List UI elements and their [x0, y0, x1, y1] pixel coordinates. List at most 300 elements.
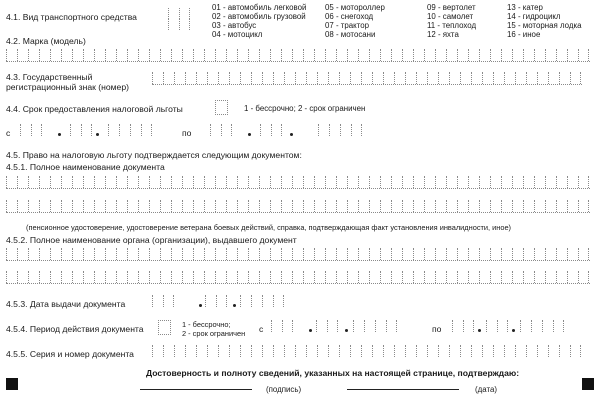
char-cell[interactable] [215, 176, 226, 188]
char-cell[interactable] [259, 176, 270, 188]
char-cell[interactable] [61, 271, 72, 283]
char-cell[interactable] [336, 248, 347, 260]
char-cell[interactable] [83, 248, 94, 260]
char-cell[interactable] [369, 49, 380, 61]
char-cell[interactable] [149, 200, 160, 212]
char-cell[interactable] [185, 345, 196, 357]
char-cell[interactable] [94, 248, 105, 260]
char-cell[interactable] [152, 72, 163, 84]
char-cell[interactable] [39, 271, 50, 283]
char-cell[interactable] [193, 271, 204, 283]
char-cell[interactable] [72, 176, 83, 188]
char-cell[interactable] [182, 200, 193, 212]
char-cell[interactable] [61, 248, 72, 260]
char-cell[interactable] [325, 200, 336, 212]
char-cell[interactable] [182, 176, 193, 188]
char-cell[interactable] [416, 345, 427, 357]
char-cell[interactable] [351, 124, 362, 136]
benefit-to-month[interactable] [260, 124, 282, 136]
char-cell[interactable] [548, 72, 559, 84]
char-cell[interactable] [28, 248, 39, 260]
char-cell[interactable] [394, 72, 405, 84]
char-cell[interactable] [83, 200, 94, 212]
char-cell[interactable] [303, 248, 314, 260]
char-cell[interactable] [303, 176, 314, 188]
char-cell[interactable] [567, 176, 578, 188]
char-cell[interactable] [512, 200, 523, 212]
char-cell[interactable] [182, 271, 193, 283]
char-cell[interactable] [226, 248, 237, 260]
char-cell[interactable] [240, 345, 251, 357]
char-cell[interactable] [545, 176, 556, 188]
char-cell[interactable] [578, 200, 589, 212]
char-cell[interactable] [394, 345, 405, 357]
document-series-number-input[interactable] [152, 345, 581, 357]
char-cell[interactable] [204, 200, 215, 212]
char-cell[interactable] [364, 320, 375, 332]
char-cell[interactable] [105, 271, 116, 283]
char-cell[interactable] [339, 72, 350, 84]
char-cell[interactable] [72, 200, 83, 212]
char-cell[interactable] [515, 72, 526, 84]
char-cell[interactable] [141, 124, 152, 136]
char-cell[interactable] [336, 200, 347, 212]
char-cell[interactable] [174, 345, 185, 357]
char-cell[interactable] [108, 124, 119, 136]
char-cell[interactable] [259, 271, 270, 283]
char-cell[interactable] [237, 49, 248, 61]
char-cell[interactable] [152, 345, 163, 357]
char-cell[interactable] [523, 248, 534, 260]
char-cell[interactable] [391, 271, 402, 283]
char-cell[interactable] [347, 200, 358, 212]
char-cell[interactable] [240, 72, 251, 84]
char-cell[interactable] [216, 295, 227, 307]
char-cell[interactable] [31, 124, 42, 136]
char-cell[interactable] [6, 271, 17, 283]
char-cell[interactable] [435, 200, 446, 212]
char-cell[interactable] [39, 49, 50, 61]
char-cell[interactable] [138, 49, 149, 61]
char-cell[interactable] [160, 176, 171, 188]
char-cell[interactable] [262, 345, 273, 357]
issue-date-day[interactable] [152, 295, 174, 307]
char-cell[interactable] [314, 248, 325, 260]
char-cell[interactable] [207, 345, 218, 357]
char-cell[interactable] [193, 49, 204, 61]
char-cell[interactable] [182, 248, 193, 260]
char-cell[interactable] [504, 345, 515, 357]
char-cell[interactable] [435, 248, 446, 260]
char-cell[interactable] [347, 271, 358, 283]
char-cell[interactable] [116, 248, 127, 260]
char-cell[interactable] [262, 72, 273, 84]
vehicle-type-input[interactable] [168, 8, 190, 19]
char-cell[interactable] [567, 271, 578, 283]
char-cell[interactable] [273, 295, 284, 307]
char-cell[interactable] [317, 345, 328, 357]
char-cell[interactable] [424, 271, 435, 283]
char-cell[interactable] [127, 271, 138, 283]
char-cell[interactable] [353, 320, 364, 332]
char-cell[interactable] [325, 271, 336, 283]
char-cell[interactable] [270, 49, 281, 61]
char-cell[interactable] [17, 176, 28, 188]
char-cell[interactable] [468, 176, 479, 188]
char-cell[interactable] [438, 345, 449, 357]
char-cell[interactable] [405, 72, 416, 84]
char-cell[interactable] [336, 271, 347, 283]
char-cell[interactable] [149, 248, 160, 260]
char-cell[interactable] [350, 72, 361, 84]
char-cell[interactable] [83, 49, 94, 61]
char-cell[interactable] [226, 176, 237, 188]
char-cell[interactable] [531, 320, 542, 332]
char-cell[interactable] [292, 248, 303, 260]
char-cell[interactable] [471, 72, 482, 84]
char-cell[interactable] [523, 200, 534, 212]
char-cell[interactable] [149, 176, 160, 188]
char-cell[interactable] [50, 200, 61, 212]
char-cell[interactable] [94, 176, 105, 188]
char-cell[interactable] [504, 72, 515, 84]
char-cell[interactable] [226, 200, 237, 212]
char-cell[interactable] [282, 320, 293, 332]
char-cell[interactable] [94, 200, 105, 212]
char-cell[interactable] [83, 271, 94, 283]
char-cell[interactable] [380, 200, 391, 212]
char-cell[interactable] [553, 320, 564, 332]
issue-date-month[interactable] [205, 295, 227, 307]
char-cell[interactable] [380, 271, 391, 283]
char-cell[interactable] [105, 248, 116, 260]
char-cell[interactable] [229, 345, 240, 357]
char-cell[interactable] [72, 248, 83, 260]
char-cell[interactable] [358, 49, 369, 61]
char-cell[interactable] [567, 248, 578, 260]
char-cell[interactable] [215, 200, 226, 212]
char-cell[interactable] [482, 345, 493, 357]
char-cell[interactable] [251, 295, 262, 307]
char-cell[interactable] [292, 200, 303, 212]
char-cell[interactable] [127, 49, 138, 61]
char-cell[interactable] [512, 248, 523, 260]
char-cell[interactable] [347, 49, 358, 61]
char-cell[interactable] [193, 248, 204, 260]
char-cell[interactable] [303, 271, 314, 283]
char-cell[interactable] [185, 72, 196, 84]
char-cell[interactable] [372, 72, 383, 84]
char-cell[interactable] [413, 271, 424, 283]
char-cell[interactable] [386, 320, 397, 332]
char-cell[interactable] [196, 345, 207, 357]
char-cell[interactable] [347, 176, 358, 188]
char-cell[interactable] [325, 248, 336, 260]
char-cell[interactable] [327, 320, 338, 332]
char-cell[interactable] [226, 271, 237, 283]
char-cell[interactable] [196, 72, 207, 84]
char-cell[interactable] [50, 248, 61, 260]
char-cell[interactable] [424, 49, 435, 61]
char-cell[interactable] [446, 248, 457, 260]
char-cell[interactable] [94, 49, 105, 61]
char-cell[interactable] [490, 176, 501, 188]
char-cell[interactable] [501, 49, 512, 61]
char-cell[interactable] [306, 345, 317, 357]
char-cell[interactable] [94, 271, 105, 283]
char-cell[interactable] [493, 345, 504, 357]
char-cell[interactable] [493, 72, 504, 84]
char-cell[interactable] [427, 72, 438, 84]
char-cell[interactable] [468, 200, 479, 212]
char-cell[interactable] [284, 72, 295, 84]
char-cell[interactable] [6, 49, 17, 61]
char-cell[interactable] [435, 176, 446, 188]
char-cell[interactable] [127, 200, 138, 212]
char-cell[interactable] [361, 345, 372, 357]
char-cell[interactable] [28, 176, 39, 188]
char-cell[interactable] [273, 345, 284, 357]
char-cell[interactable] [215, 49, 226, 61]
char-cell[interactable] [556, 49, 567, 61]
char-cell[interactable] [383, 72, 394, 84]
char-cell[interactable] [424, 176, 435, 188]
char-cell[interactable] [105, 49, 116, 61]
document-from-day[interactable] [271, 320, 293, 332]
char-cell[interactable] [237, 248, 248, 260]
char-cell[interactable] [520, 320, 531, 332]
char-cell[interactable] [457, 248, 468, 260]
char-cell[interactable] [497, 320, 508, 332]
char-cell[interactable] [204, 248, 215, 260]
char-cell[interactable] [545, 248, 556, 260]
char-cell[interactable] [215, 271, 226, 283]
char-cell[interactable] [270, 271, 281, 283]
char-cell[interactable] [556, 271, 567, 283]
char-cell[interactable] [39, 248, 50, 260]
char-cell[interactable] [339, 345, 350, 357]
char-cell[interactable] [446, 271, 457, 283]
char-cell[interactable] [204, 271, 215, 283]
char-cell[interactable] [240, 295, 251, 307]
char-cell[interactable] [468, 49, 479, 61]
char-cell[interactable] [534, 49, 545, 61]
char-cell[interactable] [340, 124, 351, 136]
char-cell[interactable] [171, 49, 182, 61]
char-cell[interactable] [50, 271, 61, 283]
char-cell[interactable] [336, 176, 347, 188]
char-cell[interactable] [358, 271, 369, 283]
issue-date-year[interactable] [240, 295, 284, 307]
char-cell[interactable] [512, 176, 523, 188]
benefit-from-month[interactable] [70, 124, 92, 136]
char-cell[interactable] [295, 72, 306, 84]
char-cell[interactable] [559, 72, 570, 84]
char-cell[interactable] [427, 345, 438, 357]
issuer-name-line-1[interactable] [6, 248, 589, 260]
char-cell[interactable] [479, 176, 490, 188]
char-cell[interactable] [295, 345, 306, 357]
char-cell[interactable] [284, 345, 295, 357]
char-cell[interactable] [306, 72, 317, 84]
char-cell[interactable] [292, 271, 303, 283]
char-cell[interactable] [402, 271, 413, 283]
document-to-month[interactable] [486, 320, 508, 332]
char-cell[interactable] [501, 271, 512, 283]
char-cell[interactable] [328, 345, 339, 357]
char-cell[interactable] [171, 200, 182, 212]
char-cell[interactable] [248, 271, 259, 283]
char-cell[interactable] [237, 200, 248, 212]
char-cell[interactable] [6, 248, 17, 260]
char-cell[interactable] [358, 200, 369, 212]
char-cell[interactable] [391, 200, 402, 212]
char-cell[interactable] [468, 271, 479, 283]
char-cell[interactable] [526, 72, 537, 84]
char-cell[interactable] [413, 200, 424, 212]
char-cell[interactable] [463, 320, 474, 332]
char-cell[interactable] [160, 49, 171, 61]
char-cell[interactable] [486, 320, 497, 332]
char-cell[interactable] [138, 271, 149, 283]
char-cell[interactable] [391, 49, 402, 61]
char-cell[interactable] [479, 49, 490, 61]
document-to-day[interactable] [452, 320, 474, 332]
char-cell[interactable] [413, 248, 424, 260]
char-cell[interactable] [328, 72, 339, 84]
char-cell[interactable] [17, 271, 28, 283]
char-cell[interactable] [138, 248, 149, 260]
char-cell[interactable] [39, 176, 50, 188]
char-cell[interactable] [537, 345, 548, 357]
char-cell[interactable] [435, 49, 446, 61]
char-cell[interactable] [369, 271, 380, 283]
benefit-term-code-input[interactable] [215, 100, 228, 115]
char-cell[interactable] [171, 271, 182, 283]
char-cell[interactable] [160, 271, 171, 283]
char-cell[interactable] [163, 295, 174, 307]
brand-model-input[interactable] [6, 49, 589, 61]
char-cell[interactable] [402, 176, 413, 188]
char-cell[interactable] [273, 72, 284, 84]
char-cell[interactable] [501, 248, 512, 260]
char-cell[interactable] [259, 200, 270, 212]
char-cell[interactable] [28, 49, 39, 61]
document-from-month[interactable] [316, 320, 338, 332]
char-cell[interactable] [515, 345, 526, 357]
char-cell[interactable] [556, 176, 567, 188]
char-cell[interactable] [446, 49, 457, 61]
char-cell[interactable] [72, 49, 83, 61]
char-cell[interactable] [479, 200, 490, 212]
char-cell[interactable] [457, 176, 468, 188]
char-cell[interactable] [270, 200, 281, 212]
char-cell[interactable] [218, 72, 229, 84]
char-cell[interactable] [138, 176, 149, 188]
char-cell[interactable] [39, 200, 50, 212]
char-cell[interactable] [556, 200, 567, 212]
char-cell[interactable] [526, 345, 537, 357]
char-cell[interactable] [438, 72, 449, 84]
char-cell[interactable] [567, 49, 578, 61]
char-cell[interactable] [281, 200, 292, 212]
char-cell[interactable] [271, 124, 282, 136]
registration-number-input[interactable] [152, 72, 581, 84]
char-cell[interactable] [138, 200, 149, 212]
char-cell[interactable] [545, 49, 556, 61]
char-cell[interactable] [570, 72, 581, 84]
char-cell[interactable] [358, 176, 369, 188]
char-cell[interactable] [416, 72, 427, 84]
char-cell[interactable] [160, 248, 171, 260]
char-cell[interactable] [281, 248, 292, 260]
char-cell[interactable] [160, 200, 171, 212]
char-cell[interactable] [20, 124, 31, 136]
char-cell[interactable] [460, 72, 471, 84]
char-cell[interactable] [251, 72, 262, 84]
char-cell[interactable] [424, 248, 435, 260]
char-cell[interactable] [542, 320, 553, 332]
char-cell[interactable] [361, 72, 372, 84]
char-cell[interactable] [248, 49, 259, 61]
char-cell[interactable] [28, 271, 39, 283]
char-cell[interactable] [271, 320, 282, 332]
char-cell[interactable] [204, 176, 215, 188]
vehicle-type-input-row2[interactable] [168, 19, 190, 30]
char-cell[interactable] [435, 271, 446, 283]
char-cell[interactable] [372, 345, 383, 357]
char-cell[interactable] [537, 72, 548, 84]
char-cell[interactable] [380, 49, 391, 61]
document-to-year[interactable] [520, 320, 564, 332]
char-cell[interactable] [336, 49, 347, 61]
char-cell[interactable] [149, 49, 160, 61]
char-cell[interactable] [413, 176, 424, 188]
char-cell[interactable] [534, 248, 545, 260]
char-cell[interactable] [490, 248, 501, 260]
char-cell[interactable] [358, 248, 369, 260]
char-cell[interactable] [380, 176, 391, 188]
char-cell[interactable] [61, 200, 72, 212]
char-cell[interactable] [207, 72, 218, 84]
char-cell[interactable] [281, 49, 292, 61]
char-cell[interactable] [61, 176, 72, 188]
char-cell[interactable] [369, 176, 380, 188]
char-cell[interactable] [534, 176, 545, 188]
char-cell[interactable] [72, 271, 83, 283]
char-cell[interactable] [248, 200, 259, 212]
char-cell[interactable] [314, 200, 325, 212]
char-cell[interactable] [116, 271, 127, 283]
char-cell[interactable] [375, 320, 386, 332]
char-cell[interactable] [482, 72, 493, 84]
char-cell[interactable] [171, 176, 182, 188]
char-cell[interactable] [6, 176, 17, 188]
char-cell[interactable] [218, 345, 229, 357]
char-cell[interactable] [402, 248, 413, 260]
char-cell[interactable] [534, 200, 545, 212]
issuer-name-line-2[interactable] [6, 271, 589, 283]
char-cell[interactable] [347, 248, 358, 260]
char-cell[interactable] [70, 124, 81, 136]
char-cell[interactable] [567, 200, 578, 212]
char-cell[interactable] [303, 49, 314, 61]
char-cell[interactable] [314, 271, 325, 283]
benefit-from-year[interactable] [108, 124, 152, 136]
char-cell[interactable] [127, 176, 138, 188]
char-cell[interactable] [578, 248, 589, 260]
char-cell[interactable] [81, 124, 92, 136]
